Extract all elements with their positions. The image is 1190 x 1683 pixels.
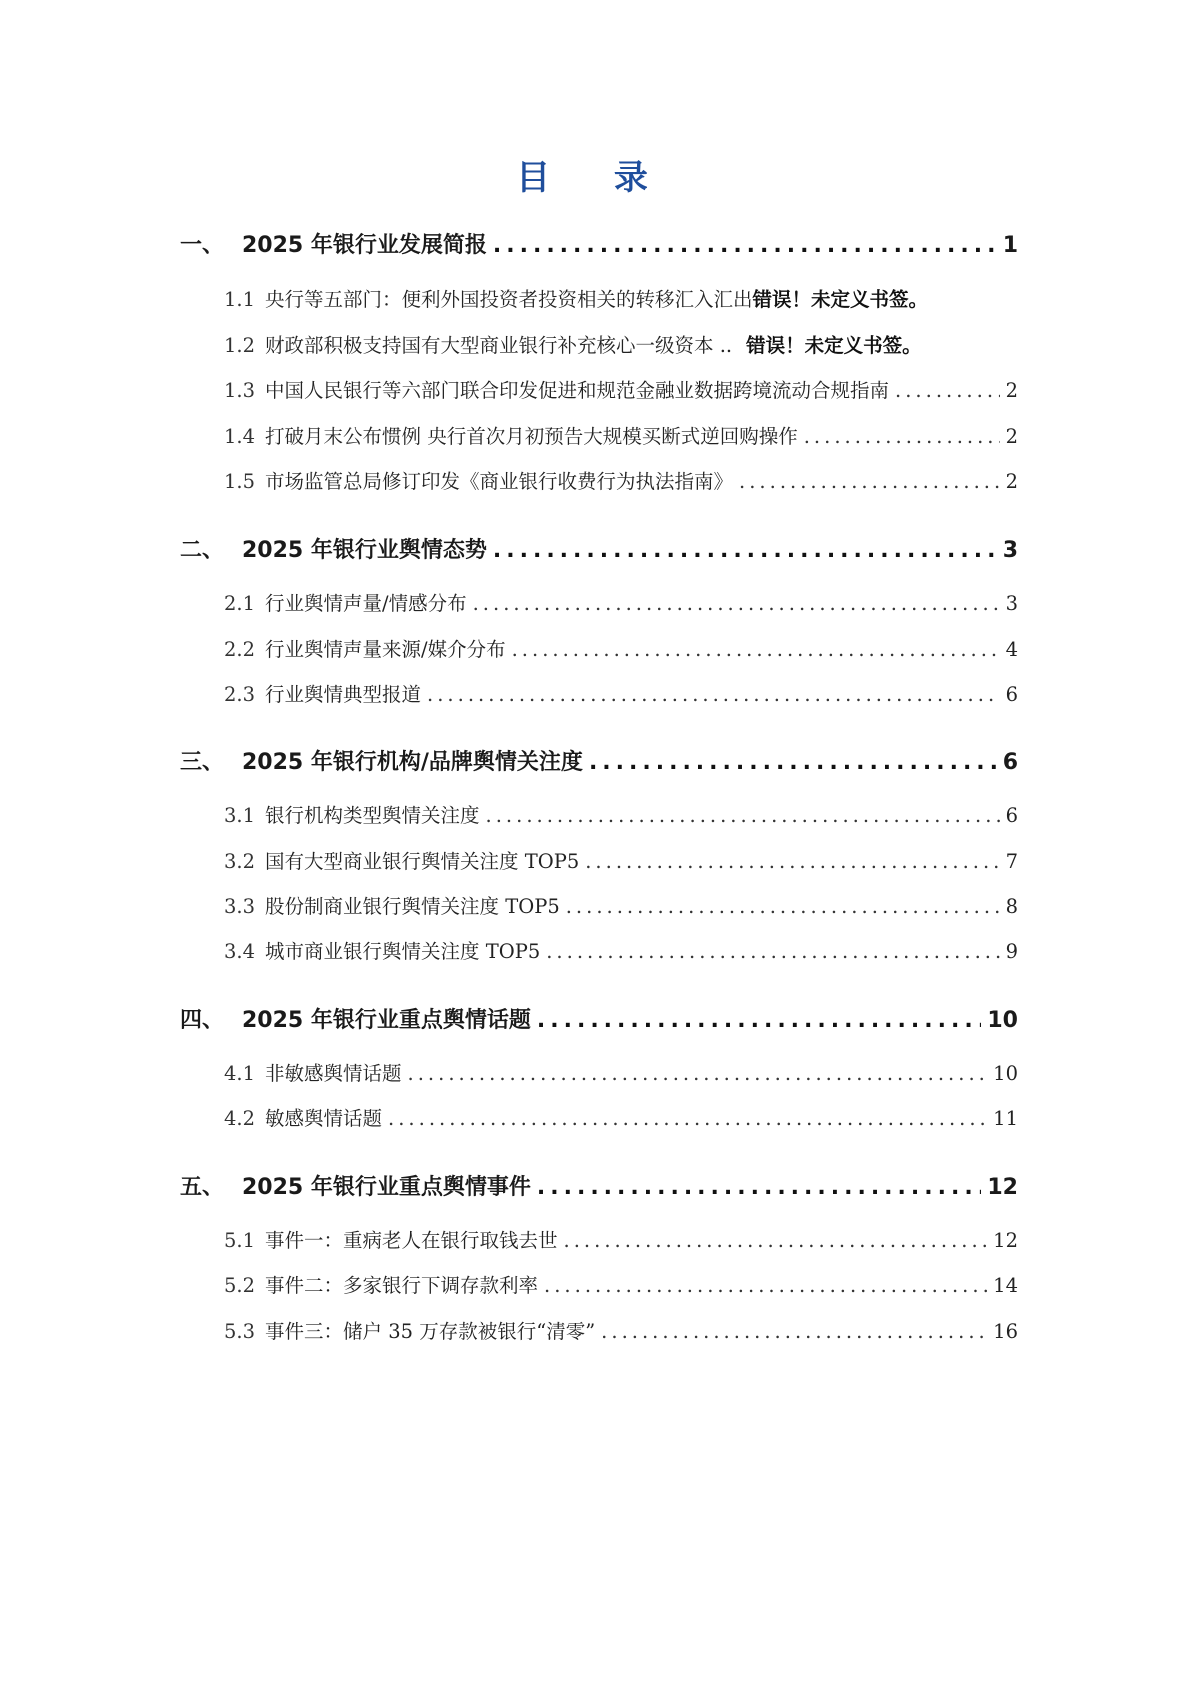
page-number: 2	[1005, 470, 1018, 493]
toc-item-2-3[interactable]	[224, 679, 1018, 707]
dot-leader	[493, 538, 997, 563]
page-number: 7	[1005, 850, 1018, 873]
toc-item-2-1[interactable]	[224, 588, 1018, 616]
toc-item-2-2[interactable]	[224, 634, 1018, 662]
item-number: 4.2	[224, 1107, 256, 1130]
section-title: 2025 年银行业重点舆情话题	[242, 1008, 531, 1033]
page-title: 目 录	[516, 158, 674, 198]
toc-section-5[interactable]	[180, 1170, 1018, 1201]
dot-leader	[493, 233, 997, 258]
dot-leader	[473, 592, 1000, 615]
toc-section-1[interactable]	[180, 228, 1018, 259]
page-number: 16	[993, 1320, 1018, 1343]
item-title: 央行等五部门：便利外国投资者投资相关的转移汇入汇出	[265, 288, 753, 311]
toc-item-3-1[interactable]	[224, 800, 1018, 828]
section-number: 二、	[180, 538, 225, 563]
dot-leader	[537, 1175, 981, 1200]
item-number: 3.1	[224, 804, 256, 827]
toc-item-3-4[interactable]	[224, 936, 1018, 964]
page-number: 10	[993, 1062, 1018, 1085]
item-number: 5.2	[224, 1274, 256, 1297]
dot-leader	[585, 850, 999, 873]
toc-item-1-2[interactable]	[224, 330, 1018, 358]
item-number: 5.3	[224, 1320, 256, 1343]
page-number: 4	[1005, 638, 1018, 661]
toc-item-5-2[interactable]	[224, 1270, 1018, 1298]
item-title: 事件一：重病老人在银行取钱去世	[265, 1229, 558, 1252]
item-number: 4.1	[224, 1062, 256, 1085]
section-title: 2025 年银行机构/品牌舆情关注度	[242, 750, 583, 775]
dot-leader	[895, 379, 1000, 402]
toc-item-4-1[interactable]	[224, 1058, 1018, 1086]
page-number: 1	[1002, 233, 1018, 258]
section-title: 2025 年银行业发展简报	[242, 233, 487, 258]
bookmark-error: 错误！未定义书签。	[752, 288, 929, 311]
item-number: 1.1	[224, 288, 256, 311]
bookmark-error: 错误！未定义书签。	[746, 334, 922, 357]
item-number: 1.5	[224, 470, 256, 493]
dot-leader	[804, 425, 1000, 448]
toc-item-1-4[interactable]	[224, 421, 1018, 449]
toc-item-3-3[interactable]	[224, 891, 1018, 919]
page-number: 6	[1002, 750, 1018, 775]
item-title: 非敏感舆情话题	[265, 1062, 402, 1085]
item-number: 2.2	[224, 638, 256, 661]
toc-item-1-5[interactable]	[224, 466, 1018, 494]
page-number: 14	[993, 1274, 1018, 1297]
page-number: 3	[1005, 592, 1018, 615]
dot-leader	[512, 638, 1000, 661]
page-number: 12	[987, 1175, 1018, 1200]
section-title: 2025 年银行业重点舆情事件	[242, 1175, 531, 1200]
dot-leader	[537, 1008, 981, 1033]
page-number: 6	[1005, 804, 1018, 827]
page-number: 8	[1005, 895, 1018, 918]
toc-item-5-3[interactable]	[224, 1316, 1018, 1344]
toc-item-3-2[interactable]	[224, 846, 1018, 874]
item-title: 城市商业银行舆情关注度 TOP5	[265, 940, 541, 963]
dot-leader	[601, 1320, 987, 1343]
item-number: 1.3	[224, 379, 256, 402]
item-title: 股份制商业银行舆情关注度 TOP5	[265, 895, 560, 918]
toc-section-2[interactable]	[180, 533, 1018, 564]
item-title: 敏感舆情话题	[265, 1107, 383, 1130]
section-number: 三、	[180, 750, 225, 775]
page-number: 12	[993, 1229, 1018, 1252]
dot-leader	[564, 1229, 988, 1252]
item-title: 行业舆情典型报道	[265, 683, 422, 706]
item-title: 打破月末公布惯例 央行首次月初预告大规模买断式逆回购操作	[265, 425, 798, 448]
item-title: 银行机构类型舆情关注度	[265, 804, 480, 827]
dot-leader	[388, 1107, 987, 1130]
item-number: 2.3	[224, 683, 256, 706]
page-number: 3	[1002, 538, 1018, 563]
toc-item-1-1[interactable]	[224, 284, 1018, 312]
page-number: 6	[1005, 683, 1018, 706]
dot-leader	[408, 1062, 988, 1085]
dot-leader	[546, 940, 999, 963]
toc-item-4-2[interactable]	[224, 1103, 1018, 1131]
page-number: 2	[1005, 379, 1018, 402]
toc-section-3[interactable]	[180, 745, 1018, 776]
section-number: 四、	[180, 1008, 225, 1033]
item-number: 2.1	[224, 592, 256, 615]
dot-leader	[566, 895, 1000, 918]
dot-leader	[427, 683, 1000, 706]
section-number: 一、	[180, 233, 225, 258]
dot-leader	[739, 470, 1000, 493]
section-number: 五、	[180, 1175, 225, 1200]
dot-leader	[486, 804, 1000, 827]
item-number: 5.1	[224, 1229, 256, 1252]
page-number: 9	[1005, 940, 1018, 963]
item-title: 国有大型商业银行舆情关注度 TOP5	[265, 850, 580, 873]
dot-leader	[589, 750, 997, 775]
item-title: 中国人民银行等六部门联合印发促进和规范金融业数据跨境流动合规指南	[265, 379, 890, 402]
toc-section-4[interactable]	[180, 1003, 1018, 1034]
toc-item-1-3[interactable]	[224, 375, 1018, 403]
toc-item-5-1[interactable]	[224, 1225, 1018, 1253]
item-number: 1.4	[224, 425, 256, 448]
item-number: 3.2	[224, 850, 256, 873]
item-number: 3.4	[224, 940, 256, 963]
page-number: 11	[993, 1107, 1018, 1130]
item-title: 行业舆情声量来源/媒介分布	[265, 638, 506, 661]
item-title: 行业舆情声量/情感分布	[265, 592, 467, 615]
item-title: 事件三：储户 35 万存款被银行“清零”	[265, 1320, 596, 1343]
item-number: 3.3	[224, 895, 256, 918]
page-number: 2	[1005, 425, 1018, 448]
page-number: 10	[987, 1008, 1018, 1033]
item-title: 事件二：多家银行下调存款利率	[265, 1274, 539, 1297]
dot-leader	[544, 1274, 987, 1297]
item-number: 1.2	[224, 334, 256, 357]
item-title: 财政部积极支持国有大型商业银行补充核心一级资本 ..	[265, 334, 733, 357]
item-title: 市场监管总局修订印发《商业银行收费行为执法指南》	[265, 470, 734, 493]
section-title: 2025 年银行业舆情态势	[242, 538, 487, 563]
